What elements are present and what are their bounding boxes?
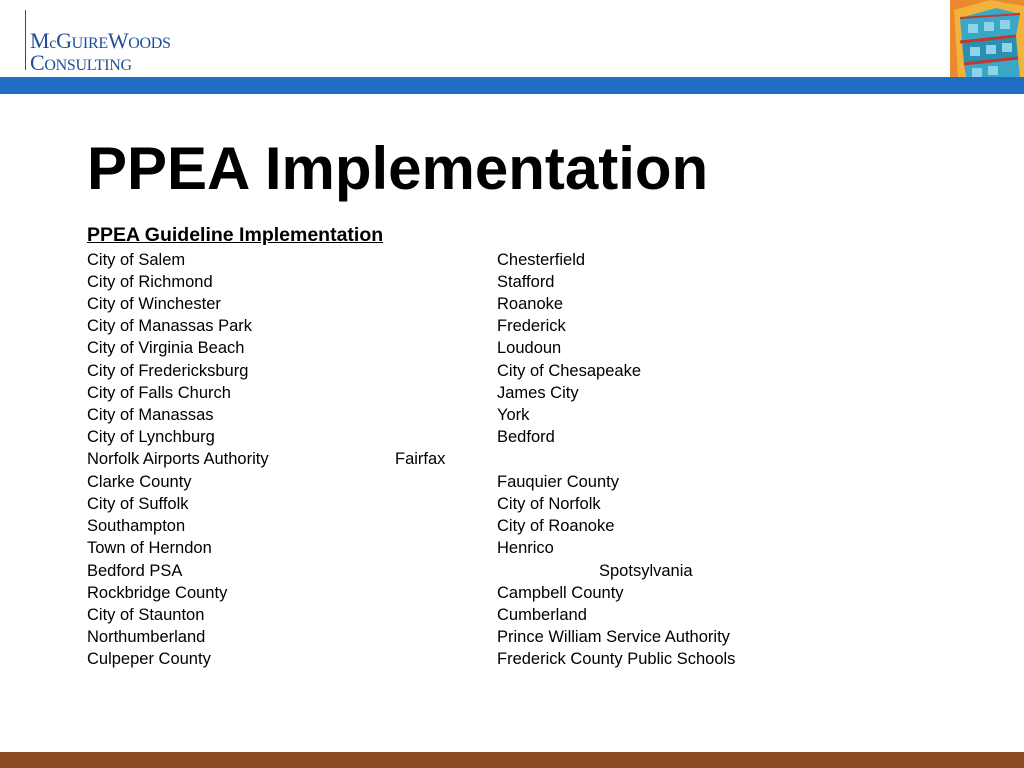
list-row [0, 360, 1024, 382]
slide-title: PPEA Implementation [87, 135, 709, 202]
list-item: City of Suffolk [87, 495, 189, 513]
list-item: Spotsylvania [599, 562, 693, 580]
list-item: Fauquier County [497, 473, 619, 491]
list-item: City of Staunton [87, 606, 205, 624]
list-row [0, 337, 1024, 359]
list-row [0, 404, 1024, 426]
list-row [0, 471, 1024, 493]
list-item: City of Fredericksburg [87, 362, 249, 380]
list-item: City of Lynchburg [87, 428, 215, 446]
list-item: City of Manassas [87, 406, 214, 424]
logo-line-2: CONSULTING [30, 50, 132, 75]
list-item: York [497, 406, 530, 424]
list-item: City of Manassas Park [87, 317, 253, 335]
building-image [950, 0, 1024, 77]
list-row [0, 426, 1024, 448]
mcguirewoods-consulting-logo [22, 10, 192, 75]
logo-rule [25, 10, 26, 70]
list-row [0, 560, 1024, 582]
list-item: Bedford PSA [87, 562, 183, 580]
list-item: Chesterfield [497, 251, 586, 269]
list-item: City of Roanoke [497, 517, 615, 535]
list-row [0, 271, 1024, 293]
list-row [0, 582, 1024, 604]
list-row [0, 493, 1024, 515]
list-row [0, 515, 1024, 537]
list-item: City of Salem [87, 251, 186, 269]
list-row [0, 537, 1024, 559]
list-item: City of Virginia Beach [87, 339, 245, 357]
list-row [0, 626, 1024, 648]
list-item: Rockbridge County [87, 584, 228, 602]
list-item: Southampton [87, 517, 186, 535]
list-item: City of Richmond [87, 273, 213, 291]
list-item: Roanoke [497, 295, 564, 313]
list-item: Norfolk Airports Authority [87, 450, 269, 468]
list-item: City of Falls Church [87, 384, 231, 402]
list-row [0, 448, 1024, 470]
list-item: Prince William Service Authority [497, 628, 730, 646]
logo-line-1: McGUIREWOODS [30, 28, 171, 53]
list-item: City of Winchester [87, 295, 221, 313]
list-item: City of Norfolk [497, 495, 601, 513]
list-row [0, 648, 1024, 670]
list-item: Bedford [497, 428, 555, 446]
list-item: James City [497, 384, 579, 402]
list-item: Fairfax [395, 450, 446, 468]
list-item: Cumberland [497, 606, 587, 624]
footer-bar [0, 752, 1024, 768]
list-item: Frederick County Public Schools [497, 650, 736, 668]
list-item: Culpeper County [87, 650, 211, 668]
list-item: Frederick [497, 317, 566, 335]
header-bar [0, 77, 1024, 94]
subheading: PPEA Guideline Implementation [87, 224, 384, 246]
list-row [0, 249, 1024, 271]
list-item: Henrico [497, 539, 554, 557]
list-item: Town of Herndon [87, 539, 212, 557]
list-row [0, 382, 1024, 404]
list-row [0, 293, 1024, 315]
list-item: Clarke County [87, 473, 192, 491]
list-item: City of Chesapeake [497, 362, 641, 380]
list-item: Loudoun [497, 339, 562, 357]
list-item: Campbell County [497, 584, 624, 602]
list-row [0, 315, 1024, 337]
list-row [0, 604, 1024, 626]
list-item: Northumberland [87, 628, 206, 646]
list-item: Stafford [497, 273, 555, 291]
